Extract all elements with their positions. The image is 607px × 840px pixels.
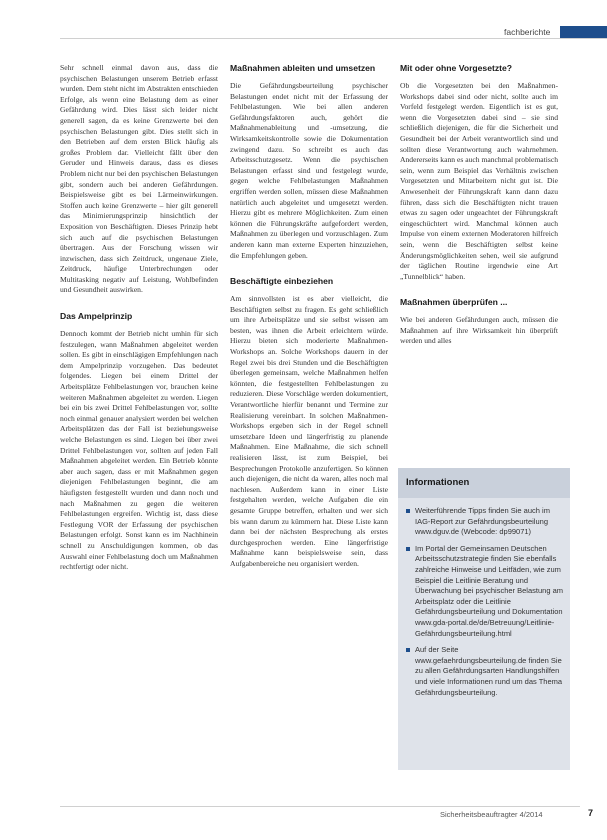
body-paragraph: Die Gefährdungsbeurteilung psychischer Belastungen endet nicht mit der Erfassung der Fehlbelastungen. Wie bei allen anderen Gefährdungsfaktoren auch, gehört die Maßnahmenableitung und -umsetzung, die Wirksamkeitskontrolle sowie die Dokumentation zwingend dazu. So schreibt es auch das Arbeitsschutzgesetz. Wenn die psychischen Belastungen erfasst sind und festgelegt wurde, gegen welche Fehlbelastungen Maßnahmen ergriffen werden sollen, müssen diese Maßnahmen natürlich auch abgeleitet und umgesetzt werden. Hierzu gibt es mehrere Möglichkeiten. Zum einen können die Führungskräfte aufgefordert werden, Maßnahmen zu überlegen und vorzuschlagen. Zum anderen kann man externe Experten hinzuziehen, die Empfehlungen geben. bbox=[230, 81, 388, 260]
bullet-square-icon bbox=[406, 648, 410, 652]
column-1 bbox=[60, 63, 218, 573]
body-paragraph: Am sinnvollsten ist es aber vielleicht, die Beschäftigten selbst zu fragen. Es geht schließlich um ihre Arbeitsplätze und sie selbst wissen am besten, was ihnen die Arbeit erleichtern würde. Hierzu bieten sich moderierte Maßnahmen-Workshops an. Solche Workshops dauern in der Regel zwei bis drei Stunden und die Beschäftigten überlegen gemeinsam, welche Maßnahmen helfen könnten, die festgestellten Fehlbelastungen zu reduzieren. Diese Vorschläge werden dokumentiert, Verantwortliche hierfür benannt und Termine zur Realisierung vereinbart. In solchen Maßnahmen-Workshops ergeben sich in der Regel schnell umsetzbare Ideen und längerfristig zu planende Maßnahmen. Eine Maßnahme, die sich schnell realisieren lässt, ist zum Beispiel, bei Besprechungen Protokolle anzufertigen. So können auch diejenigen, die nicht da waren, alles noch mal nachlesen. Außerdem kann in einer Liste festgehalten werden, welche Aufgaben die ein gesamte Gruppe betreffen, erhalten und wer sich bis wann darum zu kümmern hat. Diese Liste kann dann bei der nächsten Besprechung als erstes durchgesprochen werden. Eine längerfristige Maßnahme kann beispielsweise sein, dass Aufgabenbereiche neu organisiert werden. bbox=[230, 294, 388, 568]
section-color-bar bbox=[560, 26, 607, 38]
bullet-square-icon bbox=[406, 509, 410, 513]
subheading: Mit oder ohne Vorgesetzte? bbox=[400, 63, 513, 73]
publication-name: Sicherheitsbeauftragter 4/2014 bbox=[440, 810, 543, 819]
list-item bbox=[406, 544, 564, 639]
subheading: Beschäftigte einbeziehen bbox=[230, 276, 334, 287]
list-item-text: Im Portal der Gemeinsamen Deutschen Arbeitsschutzstrategie finden Sie ebenfalls zahlreiche Hinweise und Leitfäden, wie zum Beispiel die Leitlinie Beratung und Überwachung bei psychischer Belastung am Arbeitsplatz oder die Leitlinie Gefährdungsbeurteilung und Dokumentation www.gda-portal.de/de/Betreuung/Leitlinie-Gefährdungsbeurteilung.html bbox=[415, 543, 563, 638]
info-box-title: Informationen bbox=[398, 468, 570, 498]
body-paragraph: Wie bei anderen Gefährdungen auch, müssen die Maßnahmen auf ihre Wirksamkeit hin überprüft werden und alles bbox=[400, 315, 558, 346]
list-item bbox=[406, 645, 564, 698]
subheading: Maßnahmen überprüfen ... bbox=[400, 297, 508, 308]
column-3 bbox=[400, 63, 558, 347]
subheading: Das Ampelprinzip bbox=[60, 311, 133, 322]
header-divider bbox=[60, 38, 607, 39]
info-box bbox=[398, 468, 570, 770]
list-item-text: Auf der Seite www.gefaehrdungsbeurteilung.de finden Sie zu allen Gefährdungsarten Handlungshilfen und viele Informationen rund um das Thema Gefährdungsbeurteilung. bbox=[415, 645, 563, 697]
column-2 bbox=[230, 63, 388, 570]
bullet-square-icon bbox=[406, 547, 410, 551]
footer-divider bbox=[60, 806, 580, 807]
body-paragraph: Dennoch kommt der Betrieb nicht umhin für sich festzulegen, wann Maßnahmen abgeleitet werden sollen. Es gibt in einschlägigen Empfehlungen nach dem Ampelprinzip vorzugehen. Das bedeutet folgendes. Liegen bei einem Drittel der Arbeitsplätze Fehlbelastungen vor, brauchen keine weiteren Maßnahmen abgeleitet zu werden. Liegen bei ein bis zwei Drittel Fehlbelastungen vor, sollte noch einmal genauer analysiert werden bei welchen Arbeitsplätzen das der Fall ist beziehungsweise welche Belastungen es sind. Liegen bei über zwei Drittel Fehlbelastungen vor, sollten auf jeden Fall Maßnahmen abgeleitet werden. Ein Betrieb könnte aber auch sagen, dass er mit Maßnahmen gegen diejenigen Fehlbelastungen beginnt, die am häufigsten festgestellt wurden und dann noch und nach Maßnahmen zu gegen die weiteren Fehlbelastungen ergreifen. Wichtig ist, dass diese Festlegung VOR der Erfassung der psychischen Belastungen erfolgt. Sonst kann es im Nachhinein schnell zu Anschuldigungen kommen, ob das Auswahl einer Fehlbelastung doch um Maßnahmen rechtfertigt oder nicht. bbox=[60, 329, 218, 572]
subheading: Maßnahmen ableiten und umsetzen bbox=[230, 63, 376, 73]
body-paragraph: Sehr schnell einmal davon aus, dass die psychischen Belastungen unserem Betrieb erfasst wurden. Dem steht nicht im Abstrakten entschieden Erfolge, als wenn eine Belastung dem as einer Gefährdung wird. Dies lässt sich leider nicht generell sagen, da es keine Grenzwerte bei den psychischen Belastungen gibt. Dies stellt sich in den Betrieben auf dem ersten Blick häufig als großes Problem dar. Vielleicht fällt über den Geruder und Hinweis daraus, dass es dieses Problem nicht nur bei den psychischen Belastungen gibt, sondern auch bei anderen Gefährdungen. Beispielsweise gibt es bei Lärmeinwirkungen. Stoffen auch keine Grenzwerte – hier gilt generell das Minimierungsprinzip hinsichtlich der Exposition von Beschäftigten. Dieses Prinzip hebt sich auch auf die psychischen Belastungen übertragen. Aus der Forschung wissen wir inzwischen, dass sich Zeitdruck, ungenaue Ziele, Zeitdruck, häufige Unterbrechungen oder Multitasking negativ auf Leistung, Wohlbefinden und Gesundheit auswirken. bbox=[60, 63, 218, 295]
info-list bbox=[406, 506, 564, 704]
list-item-text: Weiterführende Tipps finden Sie auch im IAG-Report zur Gefährdungsbeurteilung www.dguv.de (Webcode: dp99071) bbox=[415, 506, 550, 537]
section-label: fachberichte bbox=[504, 27, 551, 37]
page-number: 7 bbox=[588, 808, 594, 818]
list-item bbox=[406, 506, 564, 538]
body-paragraph: Ob die Vorgesetzten bei den Maßnahmen-Workshops dabei sind oder nicht, sollte auch im Vorfeld festgelegt werden. Eigentlich ist es gut, wenn die Vorgesetzten dabei sind – sie sind schließlich diejenigen, die für die Sicherheit und Gesundheit bei der Arbeit verantwortlich sind und sollten diese Verantwortung auch wahrnehmen. Andererseits kann es auch manchmal problematisch sein, wenn zum Beispiel das Verhältnis zwischen Vorgesetzten und Mitarbeitern nicht gut ist. Die Anwesenheit der Führungskraft kann dann dazu führen, dass sich die Beschäftigten nicht trauen etwas zu sagen oder ungeachtet der Führungskraft eingeschüchtert wird. Manchmal können auch Impulse von einem externen Moderatoren hilfreich sein, wenn die Beschäftigten selbst keine Änderungsmöglichkeiten sehen, weil sie aufgrund der täglichen Routine irgendwie eine Art „Tunnelblick“ haben. bbox=[400, 81, 558, 281]
